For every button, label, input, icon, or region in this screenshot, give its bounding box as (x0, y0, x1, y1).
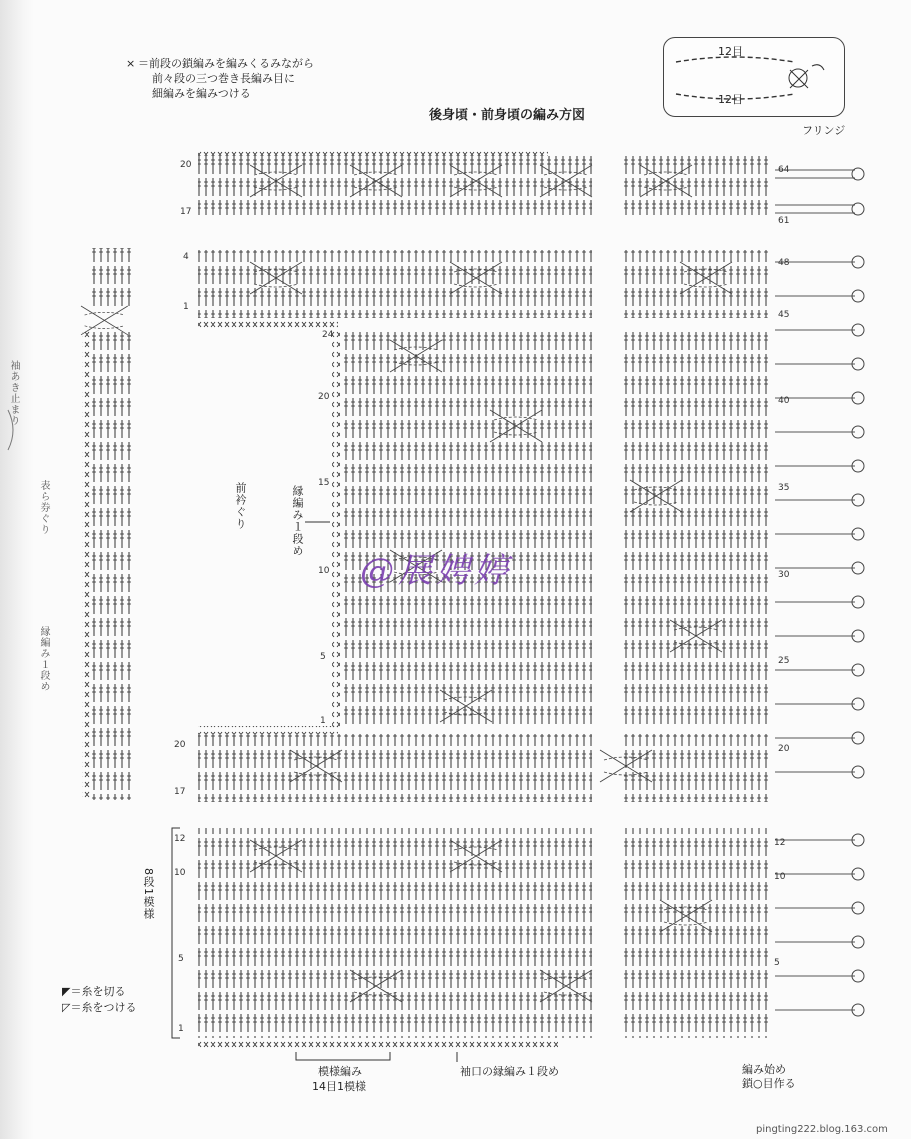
fringe-count-bottom: 12目 (718, 93, 743, 106)
chart-edge-row-top (198, 148, 548, 156)
legend-attach: ◸＝糸をつける (62, 1001, 137, 1014)
side-text-3: 縁編み１段め (38, 626, 49, 692)
chart-block-lower (198, 734, 768, 802)
row-number: 5 (178, 954, 184, 964)
row-number: 20 (174, 740, 186, 750)
row-number-right: 10 (774, 872, 786, 882)
row-number-right: 5 (774, 958, 780, 968)
chart-block-middle (342, 328, 768, 728)
legend-line-3: 細編みを編みつける (152, 87, 251, 100)
chart-break-lower (198, 805, 768, 825)
chart-edge-row-neck (198, 320, 338, 328)
row-number: 15 (318, 478, 330, 488)
chart-edge-row-bottom (198, 1040, 558, 1048)
chart-block-bottom (198, 828, 768, 1038)
bracket-8rows (172, 828, 180, 1038)
row-number-right: 64 (778, 165, 790, 175)
chart-edge-column-neck (332, 330, 340, 728)
footer-url: pingting222.blog.163.com (756, 1124, 888, 1135)
edging-row-label: 縁編み１段め (291, 485, 304, 557)
row-number-right: 30 (778, 570, 790, 580)
legend-line-2: 前々段の三つ巻き長編み目に (152, 72, 295, 85)
fringe-knots (852, 168, 864, 1016)
row-number-right: 25 (778, 656, 790, 666)
fringe-group (775, 170, 855, 1010)
pattern-repeat-label-2: 14目1模様 (312, 1080, 366, 1093)
legend-line-1: ＝前段の鎖編みを編みくるみながら (138, 57, 314, 70)
start-label: 編み始め (742, 1063, 786, 1076)
row-number: 20 (318, 392, 330, 402)
row-number-right: 35 (778, 483, 790, 493)
fringe-label: フリンジ (802, 124, 846, 137)
row-number: 5 (320, 652, 326, 662)
row-number-right: 48 (778, 258, 790, 268)
row-number: 1 (178, 1024, 184, 1034)
row-number-right: 45 (778, 310, 790, 320)
pattern-repeat-label-1: 模様編み (318, 1065, 362, 1078)
start-sub-label: 鎖○目作る (742, 1077, 796, 1090)
diagram-title: 後身頃・前身頃の編み方図 (429, 108, 586, 123)
chart-sleeve-top (92, 248, 134, 310)
row-number: 20 (180, 160, 192, 170)
row-number-right: 40 (778, 396, 790, 406)
row-number: 17 (174, 787, 186, 797)
row-number: 24 (322, 330, 334, 340)
row-number: 17 (180, 207, 192, 217)
row-number: 10 (318, 566, 330, 576)
row-number: 1 (320, 716, 326, 726)
row-number: 1 (183, 302, 189, 312)
row-number: 4 (183, 252, 189, 262)
row-number: 12 (174, 834, 186, 844)
chart-gap (592, 150, 622, 1050)
chart-sleeve-edge (82, 330, 90, 800)
row-number-right: 12 (774, 838, 786, 848)
rows-repeat-label: 8段1模様 (142, 868, 155, 920)
row-number-right: 61 (778, 216, 790, 226)
attach-yarn-icon: ◸ (62, 1001, 71, 1014)
watermark: @展娉婷 (360, 551, 512, 591)
chart-sleeve-strip (92, 330, 134, 800)
row-number-right: 20 (778, 744, 790, 754)
cuff-edging-label: 袖口の縁編み１段め (460, 1065, 559, 1078)
chart-block-upper (198, 250, 768, 318)
cut-yarn-icon: ◤ (62, 985, 71, 998)
side-text-2: 表ら券ぐり (38, 480, 49, 535)
row-number: 10 (174, 868, 186, 878)
neckline-label: 前衿ぐり (234, 482, 247, 530)
bracket-pattern (296, 1052, 390, 1060)
legend-symbol: × (126, 57, 136, 70)
side-text-1: 袖あき止まり (8, 360, 19, 426)
chart-break-upper (198, 218, 768, 248)
fringe-count-top: 12目 (718, 45, 743, 58)
chart-edge-row-lower (198, 726, 338, 734)
legend-cut: ◤＝糸を切る (62, 985, 126, 998)
